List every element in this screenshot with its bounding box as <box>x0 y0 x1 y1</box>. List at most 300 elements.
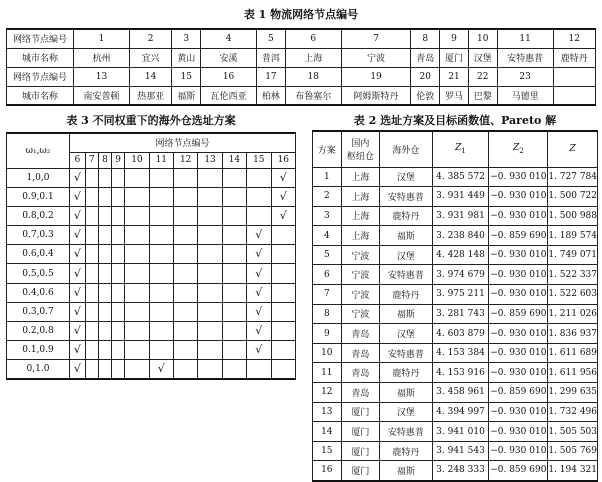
overseas-cell: 安特惠普 <box>380 265 432 285</box>
table-cell <box>553 67 595 86</box>
z2-cell: −0. 930 010 <box>489 285 548 305</box>
table-row <box>7 187 296 206</box>
domestic-cell: 青岛 <box>341 383 380 403</box>
z2-cell: −0. 930 010 <box>489 363 548 383</box>
check-cell <box>112 206 125 225</box>
overseas-cell: 安特惠普 <box>380 187 432 207</box>
plan-header: 方案 <box>313 131 342 167</box>
check-cell <box>198 302 222 321</box>
check-cell <box>271 283 296 302</box>
z-cell: 1. 749 071 <box>548 245 598 265</box>
check-cell <box>70 360 86 379</box>
table-row <box>313 265 598 285</box>
column-header: 12 <box>174 152 198 168</box>
check-cell <box>98 206 111 225</box>
weight-cell: 0.1,0.9 <box>7 341 70 360</box>
z2-symbol: Z <box>512 143 520 154</box>
table-row <box>7 168 296 187</box>
z-cell: 1. 189 574 <box>548 226 598 246</box>
check-cell <box>222 226 246 245</box>
check-cell <box>198 264 222 283</box>
table-row <box>7 226 296 245</box>
check-cell <box>222 206 246 225</box>
z1-cell: 3. 238 840 <box>432 226 489 246</box>
check-cell <box>112 226 125 245</box>
check-cell <box>85 187 98 206</box>
table-row <box>7 206 296 225</box>
weight-cell: 0.3,0.7 <box>7 302 70 321</box>
domestic-cell: 宁波 <box>341 285 380 305</box>
check-cell <box>247 187 271 206</box>
table2-caption: 表 2 选址方案及目标函数值、Pareto 解 <box>353 114 557 127</box>
check-cell <box>271 341 296 360</box>
check-cell <box>125 302 149 321</box>
table-cell: 安溪 <box>201 48 257 67</box>
row-label: 网络节点编号 <box>7 67 74 86</box>
domestic-cell: 厦门 <box>341 461 380 481</box>
check-cell <box>70 264 86 283</box>
z-cell: 1. 500 722 <box>548 187 598 207</box>
check-cell <box>85 168 98 187</box>
z2-subscript: 2 <box>519 147 524 156</box>
check-cell <box>125 168 149 187</box>
check-cell <box>98 341 111 360</box>
check-cell <box>149 168 173 187</box>
table-row <box>313 226 598 246</box>
plan-cell: 1 <box>313 167 342 187</box>
check-cell <box>98 322 111 341</box>
z1-cell: 3. 248 333 <box>432 461 489 481</box>
table-cell: 7 <box>341 29 411 48</box>
z-cell: 1. 836 937 <box>548 324 598 344</box>
table-cell: 瓦伦西亚 <box>201 86 257 105</box>
check-cell <box>112 341 125 360</box>
plan-cell: 9 <box>313 324 342 344</box>
weight-cell: 1,0,0 <box>7 168 70 187</box>
check-cell <box>85 283 98 302</box>
check-cell <box>174 206 198 225</box>
weight-cell: 0.8,0.2 <box>7 206 70 225</box>
check-cell <box>174 245 198 264</box>
check-cell <box>70 226 86 245</box>
table-cell: 2 <box>129 29 171 48</box>
check-cell <box>222 360 246 379</box>
weight-cell: 0.2,0.8 <box>7 322 70 341</box>
z2-cell: −0. 930 010 <box>489 206 548 226</box>
check-cell <box>271 168 296 187</box>
check-cell <box>222 245 246 264</box>
domestic-hub-header <box>341 131 380 167</box>
overseas-cell: 安特惠普 <box>380 422 432 442</box>
check-cell <box>85 245 98 264</box>
check-cell <box>198 341 222 360</box>
z1-cell: 3. 975 211 <box>432 285 489 305</box>
z2-cell: −0. 930 010 <box>489 245 548 265</box>
table-cell: 6 <box>285 29 341 48</box>
overseas-cell: 鹿特丹 <box>380 285 432 305</box>
plan-cell: 11 <box>313 363 342 383</box>
check-cell <box>271 226 296 245</box>
row-label: 城市名称 <box>7 48 74 67</box>
check-mark-icon: √ <box>255 304 263 318</box>
domestic-cell: 厦门 <box>341 402 380 422</box>
check-cell <box>125 264 149 283</box>
z-cell: 1. 732 496 <box>548 402 598 422</box>
check-cell <box>247 360 271 379</box>
check-cell <box>174 168 198 187</box>
check-cell <box>174 302 198 321</box>
check-cell <box>174 226 198 245</box>
overseas-cell: 福斯 <box>380 226 432 246</box>
z2-cell: −0. 930 010 <box>489 187 548 207</box>
check-cell <box>85 206 98 225</box>
table-cell: 15 <box>172 67 201 86</box>
table-cell: 4 <box>201 29 257 48</box>
table-cell: 14 <box>129 67 171 86</box>
table-cell: 厦门 <box>440 48 469 67</box>
check-cell <box>98 283 111 302</box>
check-cell <box>125 360 149 379</box>
check-cell <box>125 226 149 245</box>
domestic-line1: 国内 <box>351 139 370 150</box>
table-cell: 23 <box>497 67 553 86</box>
table-cell: 杭州 <box>74 48 130 67</box>
row-label: 城市名称 <box>7 86 74 105</box>
table-cell: 9 <box>440 29 469 48</box>
z-cell: 1. 611 689 <box>548 343 598 363</box>
pareto-table <box>312 130 598 482</box>
table-row <box>7 322 296 341</box>
table-row <box>313 304 598 324</box>
table-cell: 20 <box>411 67 440 86</box>
column-header: 10 <box>125 152 149 168</box>
check-cell <box>198 168 222 187</box>
check-cell <box>198 187 222 206</box>
table-cell: 阿姆斯特丹 <box>341 86 411 105</box>
check-cell <box>222 264 246 283</box>
z1-cell: 3. 941 010 <box>432 422 489 442</box>
check-mark-icon: √ <box>73 362 81 376</box>
check-cell <box>149 264 173 283</box>
check-cell <box>271 245 296 264</box>
z-cell: 1. 505 769 <box>548 441 598 461</box>
check-cell <box>222 168 246 187</box>
check-cell <box>98 245 111 264</box>
column-header: 15 <box>247 152 271 168</box>
table-cell: 罗马 <box>440 86 469 105</box>
overseas-cell: 鹿特丹 <box>380 206 432 226</box>
check-cell <box>70 322 86 341</box>
plan-cell: 3 <box>313 206 342 226</box>
z2-cell: −0. 930 010 <box>489 441 548 461</box>
check-cell <box>247 341 271 360</box>
table-cell: 13 <box>74 67 130 86</box>
table-cell: 22 <box>468 67 497 86</box>
overseas-header: 海外仓 <box>380 131 432 167</box>
check-cell <box>174 322 198 341</box>
z-symbol: Z <box>569 144 576 155</box>
check-cell <box>112 168 125 187</box>
check-cell <box>125 283 149 302</box>
column-header: 16 <box>271 152 296 168</box>
check-cell <box>247 206 271 225</box>
z-header <box>548 131 598 167</box>
overseas-cell: 汉堡 <box>380 167 432 187</box>
domestic-cell: 青岛 <box>341 363 380 383</box>
check-mark-icon: √ <box>73 228 81 242</box>
z2-cell: −0. 930 010 <box>489 402 548 422</box>
table-row <box>7 341 296 360</box>
check-cell <box>198 245 222 264</box>
check-cell <box>112 360 125 379</box>
city-row-a <box>7 48 596 67</box>
z2-cell: −0. 859 690 <box>489 461 548 481</box>
z-cell: 1. 299 635 <box>548 383 598 403</box>
table-cell: 黄山 <box>172 48 201 67</box>
weight-cell: 0.5,0.5 <box>7 264 70 283</box>
check-cell <box>149 302 173 321</box>
table-row <box>313 324 598 344</box>
plan-cell: 7 <box>313 285 342 305</box>
check-mark-icon: √ <box>73 189 81 203</box>
check-cell <box>112 264 125 283</box>
city-row-b <box>7 86 596 105</box>
z1-cell: 4. 153 384 <box>432 343 489 363</box>
table-cell: 17 <box>257 67 286 86</box>
check-mark-icon: √ <box>255 285 263 299</box>
check-cell <box>125 322 149 341</box>
table3-caption: 表 3 不同权重下的海外仓选址方案 <box>66 114 236 127</box>
check-cell <box>271 264 296 283</box>
node-row-a <box>7 29 596 48</box>
overseas-cell: 鹿特丹 <box>380 441 432 461</box>
check-cell <box>222 341 246 360</box>
header-row <box>313 131 598 167</box>
overseas-cell: 鹿特丹 <box>380 363 432 383</box>
table-cell: 8 <box>411 29 440 48</box>
check-cell <box>149 360 173 379</box>
check-cell <box>149 322 173 341</box>
check-cell <box>85 322 98 341</box>
table-cell: 布鲁塞尔 <box>285 86 341 105</box>
z-cell: 1. 611 956 <box>548 363 598 383</box>
z1-cell: 3. 458 961 <box>432 383 489 403</box>
table-cell: 宜兴 <box>129 48 171 67</box>
column-header: 11 <box>149 152 173 168</box>
z1-cell: 3. 281 743 <box>432 304 489 324</box>
weight-cell: 0.7,0.3 <box>7 226 70 245</box>
z1-cell: 4. 385 572 <box>432 167 489 187</box>
check-cell <box>125 341 149 360</box>
table-cell: 福斯 <box>172 86 201 105</box>
check-cell <box>222 302 246 321</box>
z2-cell: −0. 930 010 <box>489 324 548 344</box>
check-mark-icon: √ <box>73 324 81 338</box>
check-cell <box>85 264 98 283</box>
check-mark-icon: √ <box>73 285 81 299</box>
check-cell <box>198 360 222 379</box>
overseas-cell: 福斯 <box>380 383 432 403</box>
check-mark-icon: √ <box>157 362 165 376</box>
table-cell: 10 <box>468 29 497 48</box>
check-cell <box>98 187 111 206</box>
check-mark-icon: √ <box>73 208 81 222</box>
domestic-cell: 厦门 <box>341 441 380 461</box>
check-cell <box>70 187 86 206</box>
z1-cell: 4. 603 879 <box>432 324 489 344</box>
domestic-cell: 青岛 <box>341 343 380 363</box>
check-cell <box>70 206 86 225</box>
check-cell <box>85 226 98 245</box>
check-cell <box>222 187 246 206</box>
check-cell <box>125 187 149 206</box>
check-cell <box>98 264 111 283</box>
table-cell: 上海 <box>285 48 341 67</box>
check-mark-icon: √ <box>73 266 81 280</box>
z-cell: 1. 194 321 <box>548 461 598 481</box>
domestic-cell: 上海 <box>341 206 380 226</box>
check-cell <box>271 302 296 321</box>
weight-cell: 0.4,0.6 <box>7 283 70 302</box>
check-cell <box>85 341 98 360</box>
column-header: 6 <box>70 152 86 168</box>
overseas-cell: 福斯 <box>380 461 432 481</box>
overseas-cell: 汉堡 <box>380 245 432 265</box>
z2-cell: −0. 930 010 <box>489 265 548 285</box>
table-row <box>7 245 296 264</box>
table1-caption: 表 1 物流网络节点编号 <box>243 8 359 21</box>
table-cell: 12 <box>553 29 595 48</box>
table-row <box>313 167 598 187</box>
check-cell <box>125 206 149 225</box>
overseas-cell: 福斯 <box>380 304 432 324</box>
plan-cell: 15 <box>313 441 342 461</box>
check-mark-icon: √ <box>279 189 287 203</box>
table-cell <box>553 86 595 105</box>
column-header: 14 <box>222 152 246 168</box>
check-cell <box>247 302 271 321</box>
check-cell <box>174 360 198 379</box>
plan-cell: 13 <box>313 402 342 422</box>
plan-cell: 4 <box>313 226 342 246</box>
check-cell <box>174 283 198 302</box>
overseas-cell: 安特惠普 <box>380 343 432 363</box>
check-cell <box>149 206 173 225</box>
table-cell: 伦敦 <box>411 86 440 105</box>
header-row <box>7 133 296 152</box>
check-cell <box>112 245 125 264</box>
check-cell <box>85 360 98 379</box>
z1-cell: 3. 974 679 <box>432 265 489 285</box>
check-cell <box>198 226 222 245</box>
plan-cell: 6 <box>313 265 342 285</box>
weight-plan-table <box>6 132 296 380</box>
domestic-cell: 上海 <box>341 226 380 246</box>
table-row <box>313 206 598 226</box>
z-cell: 1. 211 026 <box>548 304 598 324</box>
table-row <box>313 245 598 265</box>
check-cell <box>98 360 111 379</box>
plan-cell: 2 <box>313 187 342 207</box>
table-row <box>313 187 598 207</box>
column-header: 9 <box>112 152 125 168</box>
z1-cell: 4. 394 997 <box>432 402 489 422</box>
domestic-cell: 厦门 <box>341 422 380 442</box>
table-row <box>313 343 598 363</box>
node-row-b <box>7 67 596 86</box>
check-cell <box>247 245 271 264</box>
z1-symbol: Z <box>455 143 462 154</box>
table-cell: 青岛 <box>411 48 440 67</box>
z2-cell: −0. 930 010 <box>489 422 548 442</box>
z-cell: 1. 500 988 <box>548 206 598 226</box>
domestic-cell: 宁波 <box>341 245 380 265</box>
z2-cell: −0. 859 690 <box>489 226 548 246</box>
table-row <box>313 441 598 461</box>
check-cell <box>70 341 86 360</box>
table-cell: 3 <box>172 29 201 48</box>
column-header: 7 <box>85 152 98 168</box>
table-cell: 巴黎 <box>468 86 497 105</box>
check-cell <box>247 168 271 187</box>
domestic-cell: 宁波 <box>341 304 380 324</box>
row-label: 网络节点编号 <box>7 29 74 48</box>
check-cell <box>112 322 125 341</box>
check-cell <box>149 187 173 206</box>
table-cell: 普洱 <box>257 48 286 67</box>
check-mark-icon: √ <box>73 247 81 261</box>
check-cell <box>149 245 173 264</box>
check-cell <box>98 226 111 245</box>
z1-cell: 4. 153 916 <box>432 363 489 383</box>
check-cell <box>174 187 198 206</box>
plan-cell: 12 <box>313 383 342 403</box>
table-cell: 南安普顿 <box>74 86 130 105</box>
check-cell <box>271 187 296 206</box>
table-cell: 马德里 <box>497 86 553 105</box>
weight-header: ω₁,ω₂ <box>7 133 70 168</box>
domestic-cell: 上海 <box>341 187 380 207</box>
table-row <box>313 402 598 422</box>
check-cell <box>198 322 222 341</box>
table-cell: 5 <box>257 29 286 48</box>
table-row <box>7 360 296 379</box>
check-cell <box>247 283 271 302</box>
z2-header <box>489 131 548 167</box>
node-header: 网络节点编号 <box>70 133 296 152</box>
table-cell: 汉堡 <box>468 48 497 67</box>
table-cell: 鹿特丹 <box>553 48 595 67</box>
check-cell <box>98 302 111 321</box>
table-cell: 宁波 <box>341 48 411 67</box>
check-cell <box>247 322 271 341</box>
plan-cell: 8 <box>313 304 342 324</box>
table-row <box>7 264 296 283</box>
weight-cell: 0.9,0.1 <box>7 187 70 206</box>
check-cell <box>271 322 296 341</box>
z-cell: 1. 522 603 <box>548 285 598 305</box>
check-cell <box>271 206 296 225</box>
check-mark-icon: √ <box>255 247 263 261</box>
check-cell <box>70 245 86 264</box>
check-cell <box>198 206 222 225</box>
table-cell: 热那亚 <box>129 86 171 105</box>
overseas-cell: 汉堡 <box>380 402 432 422</box>
check-cell <box>112 283 125 302</box>
table-row <box>313 285 598 305</box>
z2-cell: −0. 859 690 <box>489 304 548 324</box>
table-cell: 柏林 <box>257 86 286 105</box>
